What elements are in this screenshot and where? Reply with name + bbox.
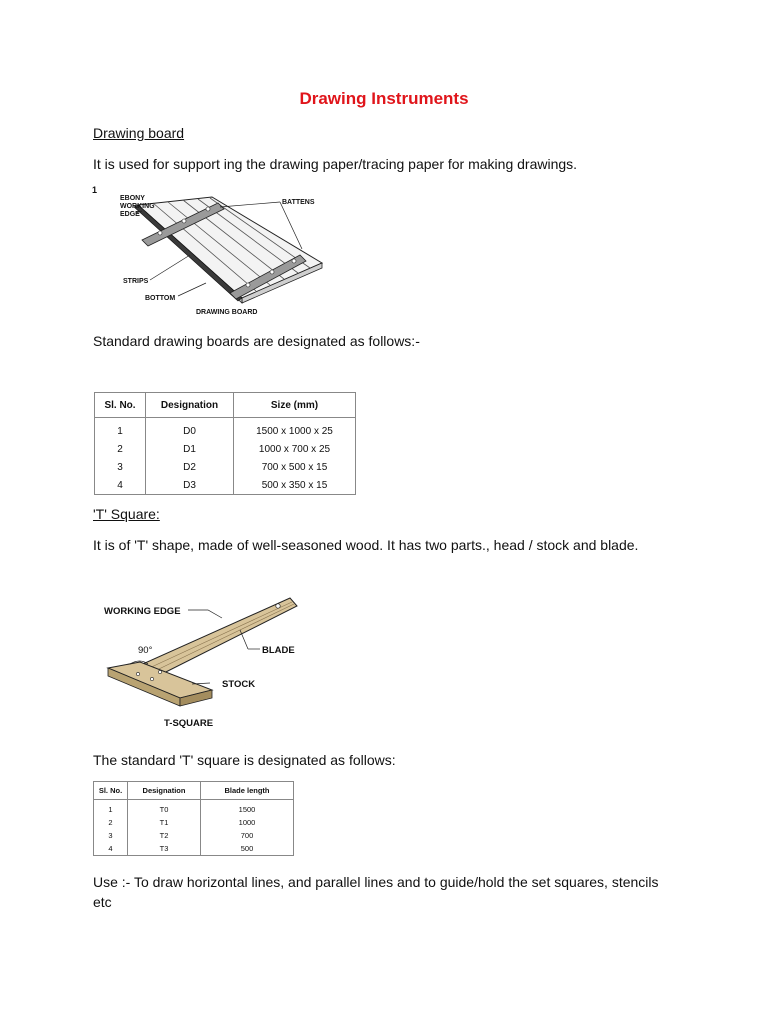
t-square-description: It is of 'T' shape, made of well-seasoned wood. It has two parts., head / stock and blade. — [93, 537, 639, 553]
table-cell: D2 — [146, 458, 234, 476]
column-header: Sl. No. — [94, 782, 128, 800]
table-cell: D3 — [146, 476, 234, 495]
table-cell: T3 — [128, 842, 201, 856]
label-ebony-1: EBONY — [120, 195, 145, 202]
drawing-board-caption: DRAWING BOARD — [196, 309, 258, 316]
table-row — [94, 829, 294, 842]
table-cell: 2 — [94, 816, 128, 829]
t-square-caption: T-SQUARE — [164, 718, 214, 729]
table-cell: 500 x 350 x 15 — [234, 476, 356, 495]
t-square-use-line-1: Use :- To draw horizontal lines, and parallel lines and to guide/hold the set squares, stencils — [93, 874, 659, 890]
label-battens: BATTENS — [282, 199, 315, 206]
table-cell: 1 — [95, 418, 146, 441]
table-cell: 2 — [95, 440, 146, 458]
table-cell: 1000 x 700 x 25 — [234, 440, 356, 458]
label-bottom: BOTTOM — [145, 295, 176, 302]
table-row — [95, 476, 356, 495]
table-cell: 4 — [95, 476, 146, 495]
table-row — [95, 440, 356, 458]
t-square-designation-intro: The standard 'T' square is designated as follows: — [93, 752, 396, 768]
table-cell: 1 — [94, 800, 128, 817]
t-square-use-line-2: etc — [93, 894, 112, 910]
drawing-board-designation-intro: Standard drawing boards are designated as follows:- — [93, 333, 420, 349]
table-cell: 3 — [95, 458, 146, 476]
table-cell: 1500 — [201, 800, 294, 817]
page-title: Drawing Instruments — [299, 89, 469, 108]
table-cell: T1 — [128, 816, 201, 829]
table-row — [95, 458, 356, 476]
table-cell: 1500 x 1000 x 25 — [234, 418, 356, 441]
table-cell: D1 — [146, 440, 234, 458]
table-cell: D0 — [146, 418, 234, 441]
label-angle: 90° — [138, 645, 153, 656]
table-row — [94, 816, 294, 829]
t-square-figure — [100, 592, 320, 732]
figure-number: 1 — [92, 185, 98, 195]
table-cell: T0 — [128, 800, 201, 817]
label-stock: STOCK — [222, 679, 256, 690]
label-ebony-3: EDGE — [120, 211, 140, 218]
table-cell: 1000 — [201, 816, 294, 829]
table-cell: 500 — [201, 842, 294, 856]
column-header: Designation — [146, 393, 234, 418]
label-blade: BLADE — [262, 645, 295, 656]
table-cell: 700 x 500 x 15 — [234, 458, 356, 476]
label-ebony-2: WORKING — [120, 203, 155, 210]
drawing-board-table — [94, 392, 356, 495]
table-cell: 3 — [94, 829, 128, 842]
column-header: Sl. No. — [95, 393, 146, 418]
table-cell: 4 — [94, 842, 128, 856]
drawing-board-description: It is used for support ing the drawing paper/tracing paper for making drawings. — [93, 156, 578, 172]
t-square-table — [93, 781, 294, 856]
label-working-edge: WORKING EDGE — [104, 606, 181, 617]
column-header: Designation — [128, 782, 201, 800]
table-row — [95, 418, 356, 441]
table-row — [94, 842, 294, 856]
drawing-board-heading: Drawing board — [93, 125, 185, 141]
table-cell: 700 — [201, 829, 294, 842]
t-square-heading: 'T' Square: — [93, 506, 160, 522]
table-cell: T2 — [128, 829, 201, 842]
table-header-row — [94, 782, 294, 800]
column-header: Size (mm) — [234, 393, 356, 418]
table-header-row — [95, 393, 356, 418]
table-row — [94, 800, 294, 817]
drawing-board-figure — [90, 183, 340, 318]
label-strips: STRIPS — [123, 278, 149, 285]
column-header: Blade length — [201, 782, 294, 800]
